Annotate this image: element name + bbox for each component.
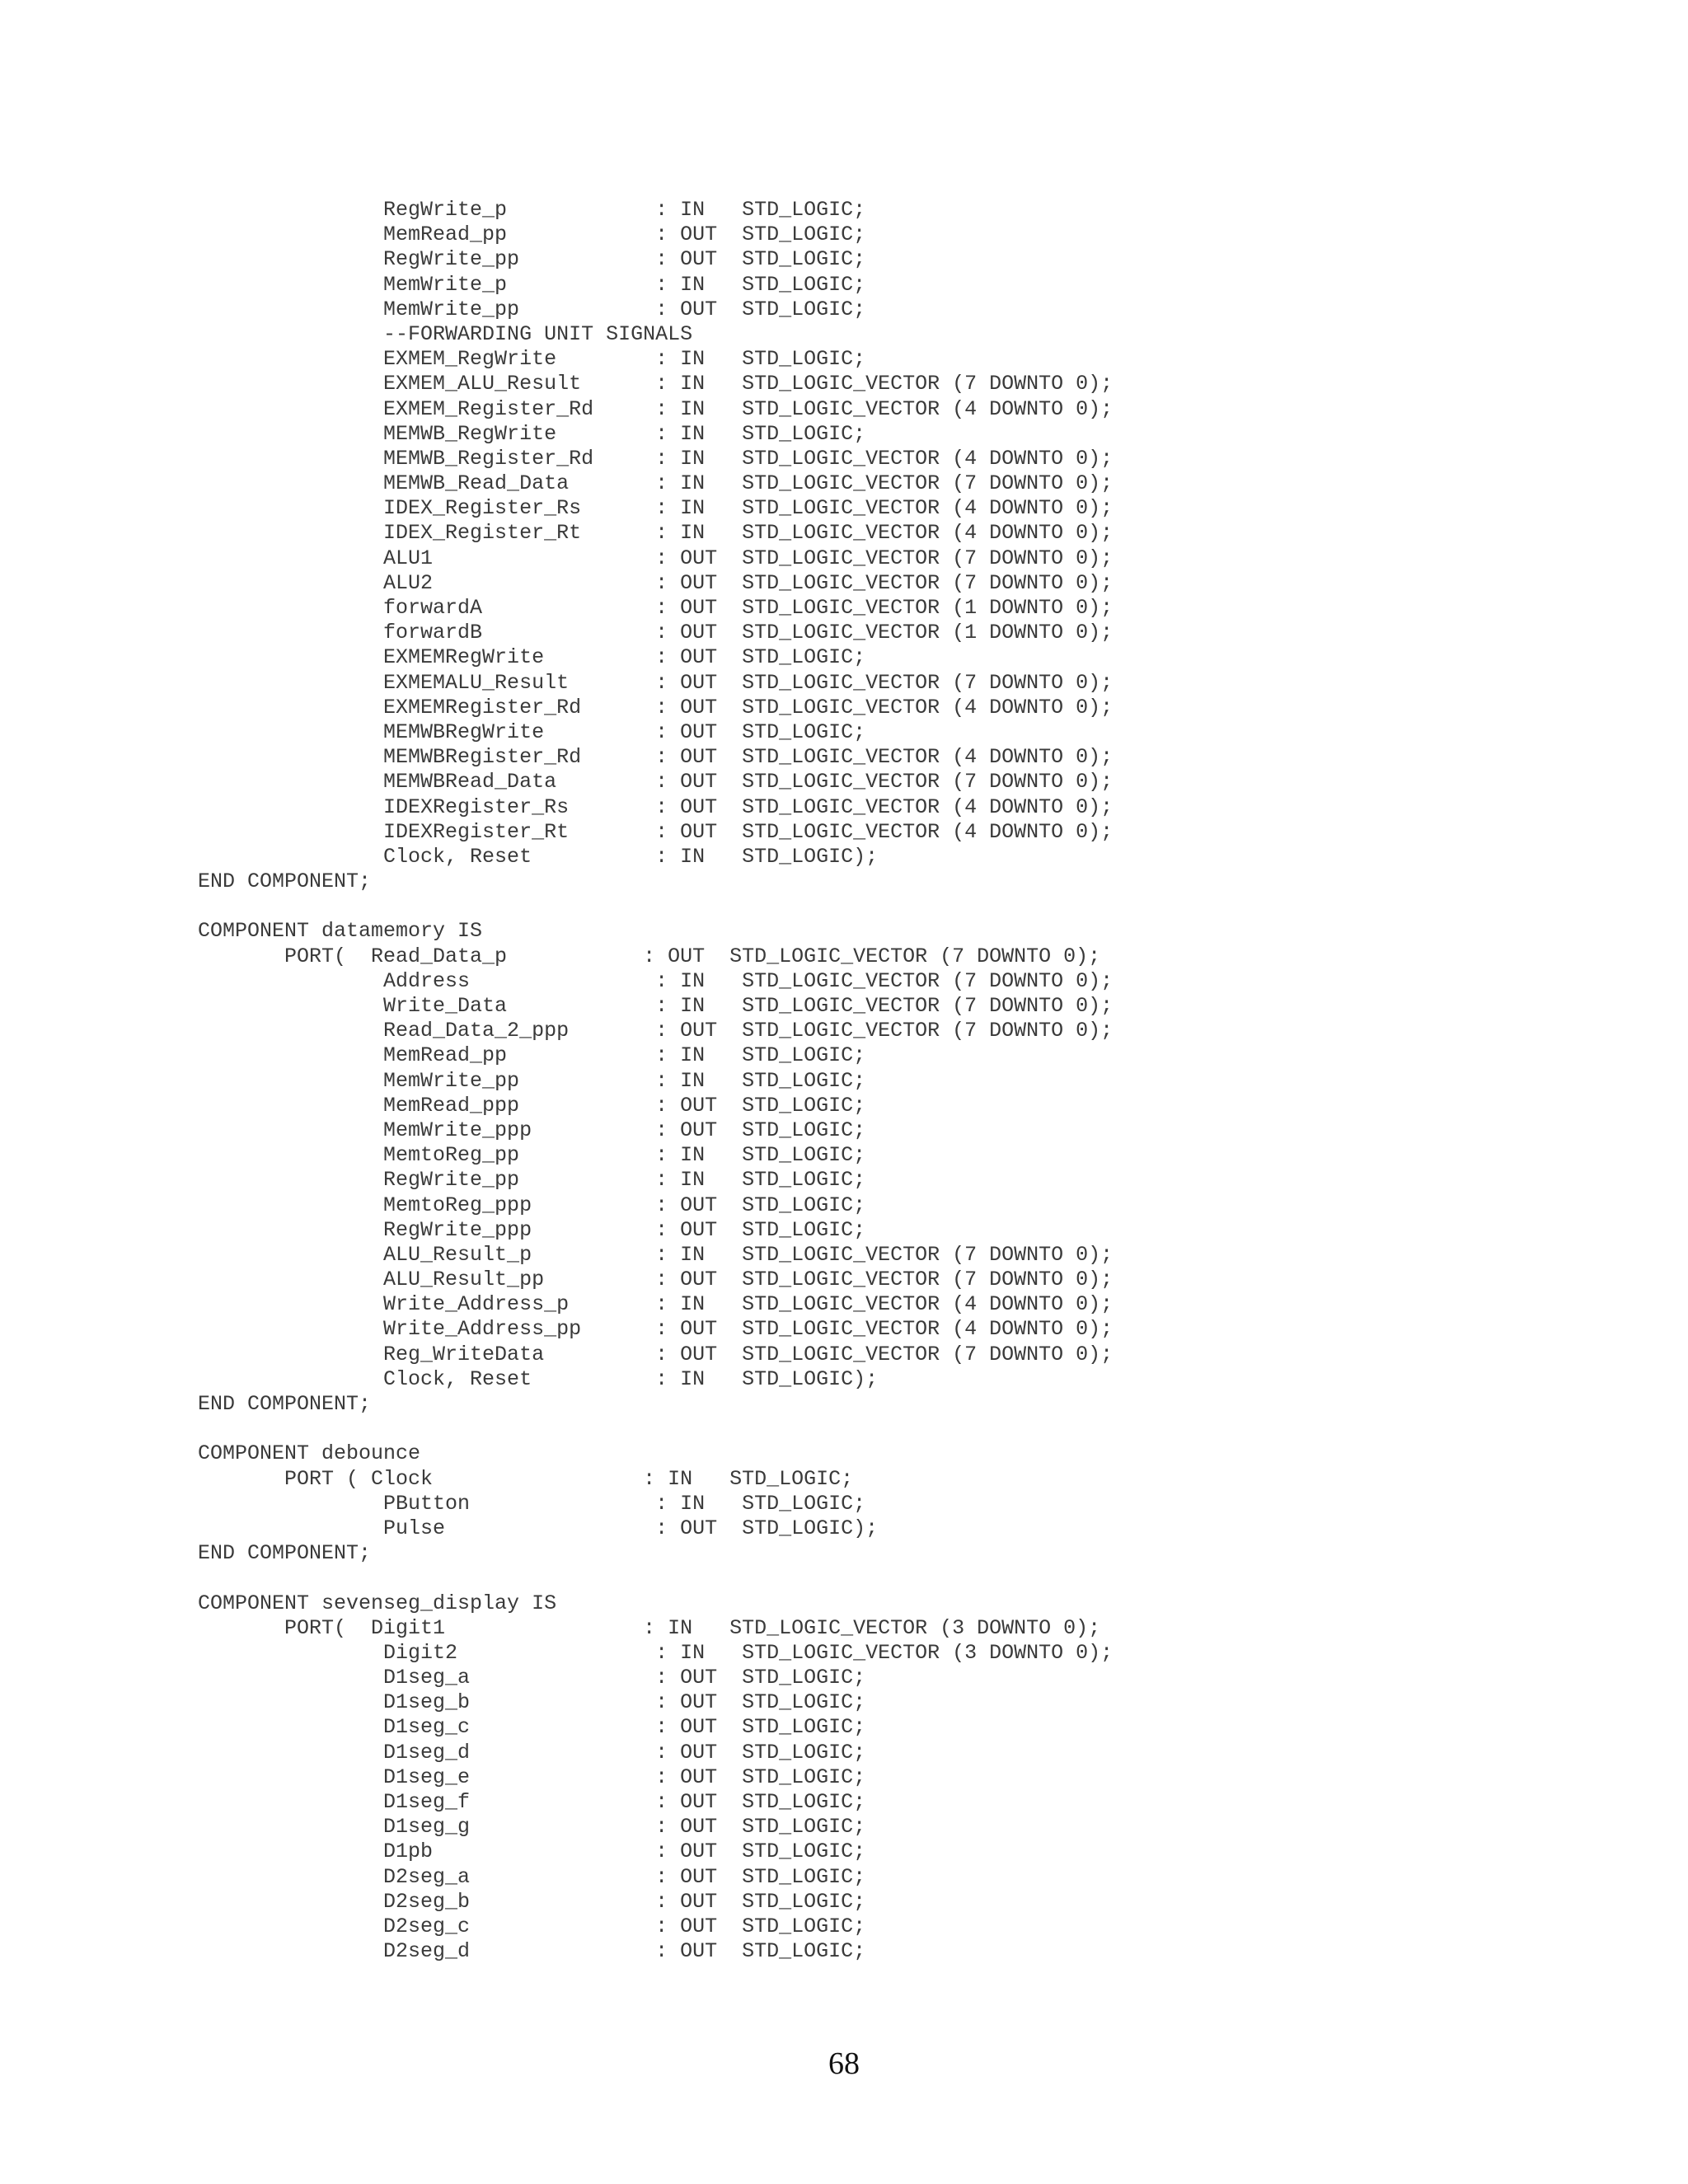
code-line: IDEXRegister_Rs : OUT STD_LOGIC_VECTOR (4 DOWNTO 0);	[198, 794, 1114, 819]
code-line: EXMEM_Register_Rd : IN STD_LOGIC_VECTOR (4 DOWNTO 0);	[198, 396, 1114, 421]
blank-line	[198, 1417, 1113, 1441]
code-line: PORT( Digit1 : IN STD_LOGIC_VECTOR (3 DOWNTO 0);	[198, 1615, 1101, 1640]
blank-line	[198, 1566, 1113, 1591]
code-line: Digit2 : IN STD_LOGIC_VECTOR (3 DOWNTO 0);	[198, 1640, 1114, 1665]
code-line: MemRead_ppp : OUT STD_LOGIC;	[198, 1093, 866, 1118]
blank-line	[198, 894, 1113, 919]
code-line: MemRead_pp : IN STD_LOGIC;	[198, 1043, 866, 1068]
code-line: END COMPONENT;	[198, 1392, 372, 1416]
code-line: MemRead_pp : OUT STD_LOGIC;	[198, 223, 866, 247]
code-line: Clock, Reset : IN STD_LOGIC);	[198, 844, 879, 869]
code-line: D1seg_b : OUT STD_LOGIC;	[198, 1690, 866, 1715]
code-line: RegWrite_p : IN STD_LOGIC;	[198, 198, 866, 222]
code-line: D1seg_d : OUT STD_LOGIC;	[198, 1740, 866, 1765]
code-line: MEMWB_Register_Rd : IN STD_LOGIC_VECTOR (4 DOWNTO 0);	[198, 446, 1114, 471]
code-line: Address : IN STD_LOGIC_VECTOR (7 DOWNTO 0);	[198, 968, 1114, 993]
code-line: MEMWBRead_Data : OUT STD_LOGIC_VECTOR (7 DOWNTO 0);	[198, 770, 1114, 794]
code-line: Write_Address_pp : OUT STD_LOGIC_VECTOR (4 DOWNTO 0);	[198, 1317, 1114, 1342]
code-line: --FORWARDING UNIT SIGNALS	[198, 321, 693, 346]
code-line: RegWrite_pp : IN STD_LOGIC;	[198, 1168, 866, 1193]
code-line: COMPONENT debounce	[198, 1441, 421, 1466]
code-line: forwardA : OUT STD_LOGIC_VECTOR (1 DOWNTO 0);	[198, 596, 1114, 620]
code-line: Reg_WriteData : OUT STD_LOGIC_VECTOR (7 DOWNTO 0);	[198, 1342, 1114, 1366]
code-line: MEMWB_RegWrite : IN STD_LOGIC;	[198, 421, 866, 446]
page-number: 68	[828, 2046, 860, 2081]
code-line: EXMEMALU_Result : OUT STD_LOGIC_VECTOR (7 DOWNTO 0);	[198, 670, 1114, 695]
code-line: MEMWBRegister_Rd : OUT STD_LOGIC_VECTOR (4 DOWNTO 0);	[198, 745, 1114, 770]
code-line: PORT ( Clock : IN STD_LOGIC;	[198, 1466, 854, 1491]
code-line: EXMEM_RegWrite : IN STD_LOGIC;	[198, 347, 866, 372]
code-line: COMPONENT sevenseg_display IS	[198, 1591, 557, 1615]
code-line: D1seg_g : OUT STD_LOGIC;	[198, 1815, 866, 1840]
code-listing	[198, 198, 1113, 1964]
code-line: MemWrite_ppp : OUT STD_LOGIC;	[198, 1118, 866, 1142]
code-line: MEMWB_Read_Data : IN STD_LOGIC_VECTOR (7 DOWNTO 0);	[198, 471, 1114, 496]
code-line: IDEX_Register_Rt : IN STD_LOGIC_VECTOR (4 DOWNTO 0);	[198, 521, 1114, 546]
code-line: MemtoReg_ppp : OUT STD_LOGIC;	[198, 1193, 866, 1217]
code-line: EXMEMRegister_Rd : OUT STD_LOGIC_VECTOR (4 DOWNTO 0);	[198, 695, 1114, 719]
code-line: MemWrite_p : IN STD_LOGIC;	[198, 272, 866, 297]
code-line: ALU1 : OUT STD_LOGIC_VECTOR (7 DOWNTO 0);	[198, 546, 1114, 570]
code-line: D2seg_a : OUT STD_LOGIC;	[198, 1864, 866, 1889]
code-line: EXMEMRegWrite : OUT STD_LOGIC;	[198, 645, 866, 670]
code-line: D1seg_c : OUT STD_LOGIC;	[198, 1715, 866, 1740]
code-line: D1seg_a : OUT STD_LOGIC;	[198, 1666, 866, 1690]
code-line: IDEX_Register_Rs : IN STD_LOGIC_VECTOR (4 DOWNTO 0);	[198, 496, 1114, 521]
code-line: IDEXRegister_Rt : OUT STD_LOGIC_VECTOR (4 DOWNTO 0);	[198, 819, 1114, 844]
code-line: END COMPONENT;	[198, 869, 372, 894]
code-line: Read_Data_2_ppp : OUT STD_LOGIC_VECTOR (7 DOWNTO 0);	[198, 1019, 1114, 1043]
code-line: PButton : IN STD_LOGIC;	[198, 1491, 866, 1516]
code-line: END COMPONENT;	[198, 1541, 372, 1566]
code-line: RegWrite_ppp : OUT STD_LOGIC;	[198, 1217, 866, 1242]
code-line: D2seg_b : OUT STD_LOGIC;	[198, 1889, 866, 1914]
code-line: Write_Address_p : IN STD_LOGIC_VECTOR (4 DOWNTO 0);	[198, 1292, 1114, 1317]
code-line: Clock, Reset : IN STD_LOGIC);	[198, 1366, 879, 1391]
code-line: D2seg_d : OUT STD_LOGIC;	[198, 1939, 866, 1964]
code-line: MemWrite_pp : IN STD_LOGIC;	[198, 1068, 866, 1093]
code-line: PORT( Read_Data_p : OUT STD_LOGIC_VECTOR (7 DOWNTO 0);	[198, 944, 1101, 968]
code-line: D1seg_e : OUT STD_LOGIC;	[198, 1765, 866, 1789]
code-line: D1pb : OUT STD_LOGIC;	[198, 1840, 866, 1864]
code-line: RegWrite_pp : OUT STD_LOGIC;	[198, 247, 866, 272]
code-line: Pulse : OUT STD_LOGIC);	[198, 1516, 879, 1540]
code-line: D2seg_c : OUT STD_LOGIC;	[198, 1914, 866, 1938]
code-line: ALU2 : OUT STD_LOGIC_VECTOR (7 DOWNTO 0);	[198, 570, 1114, 595]
code-line: D1seg_f : OUT STD_LOGIC;	[198, 1790, 866, 1814]
code-line: MEMWBRegWrite : OUT STD_LOGIC;	[198, 719, 866, 744]
code-line: EXMEM_ALU_Result : IN STD_LOGIC_VECTOR (7 DOWNTO 0);	[198, 372, 1114, 396]
code-line: forwardB : OUT STD_LOGIC_VECTOR (1 DOWNTO 0);	[198, 621, 1114, 645]
code-line: COMPONENT datamemory IS	[198, 919, 483, 944]
code-line: MemWrite_pp : OUT STD_LOGIC;	[198, 297, 866, 321]
code-line: Write_Data : IN STD_LOGIC_VECTOR (7 DOWNTO 0);	[198, 994, 1114, 1018]
code-line: ALU_Result_p : IN STD_LOGIC_VECTOR (7 DOWNTO 0);	[198, 1242, 1114, 1267]
code-line: MemtoReg_pp : IN STD_LOGIC;	[198, 1143, 866, 1168]
code-line: ALU_Result_pp : OUT STD_LOGIC_VECTOR (7 DOWNTO 0);	[198, 1268, 1114, 1292]
